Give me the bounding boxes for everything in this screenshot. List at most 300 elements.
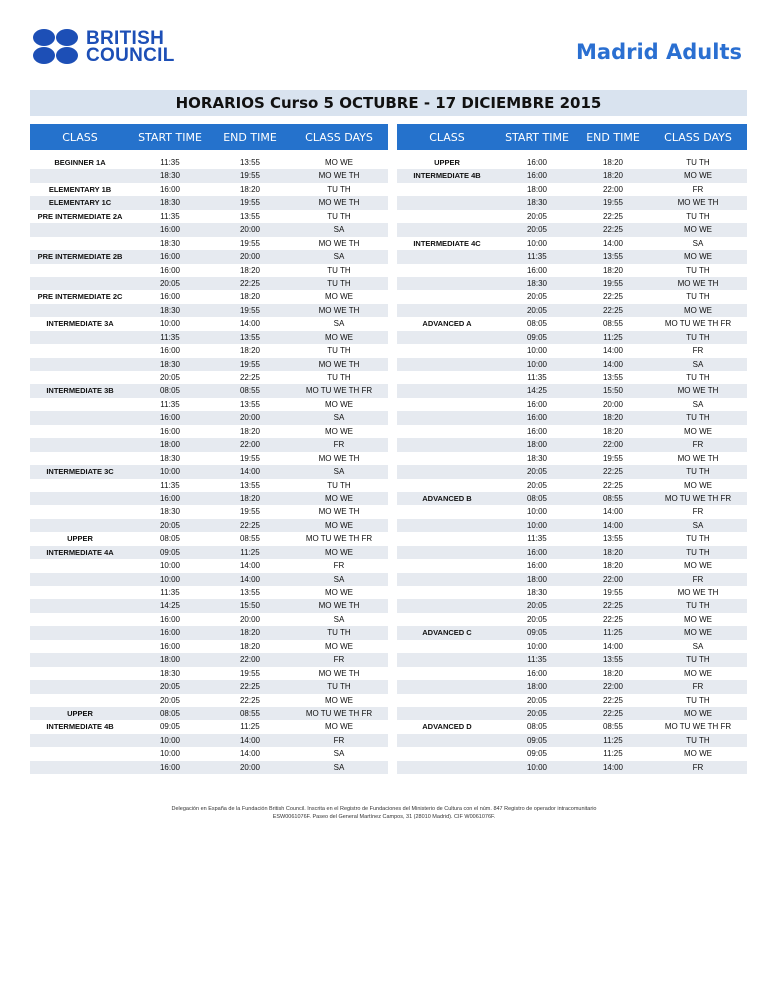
row-class-days: MO WE TH [677,198,719,208]
row-start-time: 10:00 [526,762,548,772]
row-class [397,667,497,680]
table-row [397,492,747,505]
row-class-days: MO WE [684,171,712,181]
row-start-time: 11:35 [160,211,180,221]
row-class-days: SA [333,762,345,772]
row-class-days: TU TH [686,695,710,705]
row-end-time: 11:25 [603,332,623,342]
table-row [30,586,388,599]
row-end-time: 14:00 [602,346,624,356]
row-class-days: TU TH [686,373,710,382]
row-class [30,519,130,532]
row-end-time: 19:55 [239,198,261,208]
row-start-time: 18:30 [526,198,548,208]
header-class-days: CLASS DAYS [305,130,373,144]
row-class-days: FR [692,440,704,450]
row-start-time: 18:30 [526,453,548,463]
row-end-time: 22:25 [602,614,624,624]
row-end-time: 19:55 [602,278,624,288]
row-class-days: MO WE TH [318,171,360,181]
row-class-days: TU TH [686,332,710,342]
row-class [30,358,130,371]
row-end-time: 11:25 [603,628,623,638]
row-end-time: 14:00 [239,467,261,477]
table-row [30,398,388,411]
row-class [397,210,497,223]
table-row [397,626,747,639]
table-row [397,344,747,357]
row-end-time: 11:25 [240,547,260,557]
row-start-time: 11:35 [160,332,180,342]
table-row [397,237,747,250]
row-end-time: 08:55 [602,722,624,732]
table-row [30,358,388,371]
row-end-time: 22:00 [239,440,261,450]
row-class [30,452,130,465]
row-start-time: 18:30 [526,278,548,288]
row-end-time: 18:20 [602,413,624,423]
row-class [397,734,497,747]
header-end-time: END TIME [586,130,640,144]
row-end-time: 22:25 [602,305,624,315]
table-row [30,371,388,384]
table-row [397,452,747,465]
row-start-time: 18:00 [159,655,181,665]
row-class: INTERMEDIATE 4B [413,171,481,181]
row-end-time: 08:55 [602,493,624,503]
row-end-time: 22:25 [602,601,624,611]
row-class [397,277,497,290]
row-start-time: 18:30 [159,668,181,678]
row-end-time: 14:00 [602,238,624,248]
row-class [397,559,497,572]
row-class [397,384,497,397]
table-row [397,667,747,680]
row-end-time: 22:00 [602,184,624,194]
row-class [30,734,130,747]
row-class: ADVANCED A [422,319,472,329]
footer-legal [0,805,768,821]
row-start-time: 08:05 [159,708,181,718]
row-class [397,546,497,559]
row-end-time: 14:00 [239,749,261,759]
row-start-time: 09:05 [159,722,181,732]
row-class [397,640,497,653]
table-row [397,156,747,169]
row-start-time: 08:05 [159,386,181,396]
row-end-time: 22:00 [602,574,624,584]
row-start-time: 09:05 [526,749,548,759]
table-row [397,599,747,612]
row-class-days: MO WE [325,588,353,597]
table-row [397,384,747,397]
row-class-days: SA [692,520,704,530]
row-class-days: TU TH [327,628,351,638]
row-start-time: 16:00 [159,346,181,356]
row-class [30,398,130,411]
row-start-time: 20:05 [526,614,548,624]
row-class [397,465,497,478]
row-start-time: 16:00 [159,252,181,262]
row-class-days: MO TU WE TH FR [305,386,373,396]
row-class-days: MO WE [684,225,712,235]
row-start-time: 16:00 [526,413,548,423]
table-row [30,277,388,290]
row-class-days: FR [692,682,704,692]
row-start-time: 16:00 [159,184,181,194]
row-class: UPPER [434,158,460,167]
row-class-days: TU TH [686,211,710,221]
row-class-days: MO WE [684,749,712,759]
row-end-time: 11:25 [603,735,623,745]
row-end-time: 18:20 [602,171,624,181]
row-class [30,559,130,572]
row-class: INTERMEDIATE 3C [46,467,114,477]
row-start-time: 10:00 [159,561,181,571]
row-start-time: 11:35 [527,534,547,544]
table-row [397,694,747,707]
row-end-time: 20:00 [239,762,261,772]
row-start-time: 20:05 [526,601,548,611]
row-end-time: 18:20 [602,265,624,275]
row-end-time: 08:55 [239,534,261,544]
table-row [30,505,388,518]
table-row [30,384,388,397]
row-end-time: 14:00 [602,507,624,517]
row-end-time: 22:25 [602,211,624,221]
row-end-time: 22:00 [239,655,261,665]
row-class-days: TU TH [327,211,351,221]
row-end-time: 18:20 [602,668,624,678]
row-class-days: TU TH [686,534,710,544]
row-class-days: MO WE [684,708,712,718]
row-start-time: 20:05 [526,305,548,315]
row-start-time: 11:35 [160,399,180,409]
row-start-time: 20:05 [159,373,181,382]
row-class [30,331,130,344]
row-end-time: 18:20 [602,561,624,571]
row-start-time: 11:35 [527,655,547,665]
row-class-days: MO WE [325,547,353,557]
row-class-days: MO WE TH [318,305,360,315]
header-class: CLASS [62,130,98,144]
row-start-time: 20:05 [526,695,548,705]
row-start-time: 16:00 [526,547,548,557]
row-class [397,599,497,612]
header-start-time: START TIME [505,130,569,144]
row-end-time: 20:00 [239,225,261,235]
row-class [397,358,497,371]
row-start-time: 09:05 [526,332,548,342]
row-class-days: MO WE [684,480,712,490]
row-class-days: TU TH [686,655,710,665]
row-start-time: 16:00 [526,561,548,571]
row-start-time: 08:05 [159,534,181,544]
table-row [397,196,747,209]
table-row [30,438,388,451]
row-class-days: MO WE TH [318,238,360,248]
site-title: Madrid Adults [576,40,742,64]
row-class [30,573,130,586]
row-start-time: 18:00 [526,184,548,194]
table-row [30,264,388,277]
row-class-days: MO WE TH [318,601,360,611]
row-start-time: 10:00 [159,735,181,745]
row-end-time: 13:55 [239,211,261,221]
row-class-days: MO TU WE TH FR [305,534,373,544]
table-row [397,223,747,236]
row-class [30,438,130,451]
row-class [30,667,130,680]
row-class: INTERMEDIATE 4C [413,238,481,248]
table-row [397,573,747,586]
row-class-days: TU TH [686,158,710,167]
row-end-time: 22:25 [602,708,624,718]
table-body [397,156,747,774]
row-end-time: 22:25 [239,695,261,705]
row-class-days: MO TU WE TH FR [664,493,732,503]
row-end-time: 19:55 [239,171,261,181]
row-end-time: 19:55 [602,198,624,208]
row-class-days: SA [333,319,345,329]
row-end-time: 18:20 [602,426,624,436]
row-end-time: 19:55 [602,453,624,463]
row-end-time: 18:20 [239,265,261,275]
row-end-time: 18:20 [239,184,261,194]
row-end-time: 13:55 [239,480,261,490]
row-start-time: 18:30 [159,198,181,208]
row-start-time: 16:00 [526,265,548,275]
row-class-days: SA [333,225,345,235]
row-class-days: MO TU WE TH FR [664,722,732,732]
row-class-days: TU TH [686,413,710,423]
table-row [30,599,388,612]
table-row [397,479,747,492]
row-class: INTERMEDIATE 3B [46,386,114,396]
row-class [397,411,497,424]
row-class-days: FR [692,346,704,356]
row-start-time: 18:30 [526,588,548,597]
row-class: UPPER [67,708,93,718]
row-class [397,331,497,344]
header-class: CLASS [429,130,465,144]
row-end-time: 08:55 [602,319,624,329]
row-start-time: 20:05 [526,292,548,302]
row-end-time: 18:20 [239,493,261,503]
row-class [397,398,497,411]
row-end-time: 13:55 [239,332,261,342]
table-row [30,573,388,586]
row-class [30,694,130,707]
row-start-time: 16:00 [526,668,548,678]
row-start-time: 16:00 [159,641,181,651]
row-class-days: MO WE [325,426,353,436]
row-start-time: 16:00 [159,426,181,436]
table-row [397,586,747,599]
row-start-time: 10:00 [526,238,548,248]
row-class-days: FR [692,507,704,517]
row-class [30,479,130,492]
row-class [397,196,497,209]
row-class-days: FR [692,184,704,194]
row-class [397,761,497,774]
row-start-time: 20:05 [159,520,181,530]
row-end-time: 15:50 [602,386,624,396]
table-row [397,358,747,371]
row-class [397,438,497,451]
row-class [397,452,497,465]
row-class: ELEMENTARY 1C [48,198,112,208]
table-row [397,519,747,532]
row-start-time: 20:05 [526,225,548,235]
row-class-days: TU TH [686,292,710,302]
row-class: INTERMEDIATE 3A [46,319,114,329]
row-start-time: 20:05 [526,211,548,221]
table-row [397,183,747,196]
row-class-days: TU TH [686,265,710,275]
row-class [30,653,130,666]
table-row [30,223,388,236]
table-row [30,317,388,330]
table-row [30,694,388,707]
table-row [397,734,747,747]
row-class-days: TU TH [686,467,710,477]
row-class-days: MO WE TH [677,588,719,597]
row-class-days: MO TU WE TH FR [664,319,732,329]
row-class [397,694,497,707]
table-row [30,707,388,720]
row-end-time: 22:25 [239,682,261,692]
row-end-time: 18:20 [239,292,261,302]
table-row [397,210,747,223]
row-class-days: MO WE [325,641,353,651]
table-row [397,425,747,438]
table-row [30,411,388,424]
table-row [30,183,388,196]
table-row [397,761,747,774]
row-end-time: 11:25 [240,722,260,732]
row-class [30,425,130,438]
row-class [30,223,130,236]
table-row [30,210,388,223]
table-row [397,613,747,626]
row-end-time: 22:25 [602,292,624,302]
row-start-time: 16:00 [159,413,181,423]
row-class [30,264,130,277]
row-class [30,169,130,182]
row-start-time: 16:00 [159,225,181,235]
row-class-days: MO WE [325,695,353,705]
row-end-time: 13:55 [239,399,261,409]
row-start-time: 18:30 [159,359,181,369]
row-class [30,492,130,505]
row-class-days: TU TH [686,735,710,745]
row-class: INTERMEDIATE 4B [46,722,114,732]
row-start-time: 16:00 [159,493,181,503]
table-row [30,667,388,680]
table-row [30,747,388,760]
table-row [30,304,388,317]
row-class-days: MO WE [684,668,712,678]
row-start-time: 11:35 [160,480,180,490]
row-start-time: 11:35 [160,588,180,597]
row-end-time: 18:20 [602,547,624,557]
page-title: HORARIOS Curso 5 OCTUBRE - 17 DICIEMBRE 2015 [30,90,747,116]
row-end-time: 14:00 [602,520,624,530]
row-class-days: MO WE [325,292,353,302]
row-start-time: 16:00 [526,426,548,436]
header-class-days: CLASS DAYS [664,130,732,144]
row-end-time: 13:55 [602,252,624,262]
row-start-time: 18:30 [159,238,181,248]
row-class-days: MO WE TH [318,359,360,369]
row-class-days: MO WE TH [318,198,360,208]
row-class-days: TU TH [327,682,351,692]
row-class-days: FR [333,440,345,450]
row-class-days: MO WE TH [677,278,719,288]
row-start-time: 10:00 [159,467,181,477]
row-end-time: 22:00 [602,440,624,450]
row-class-days: TU TH [327,480,351,490]
row-start-time: 14:25 [159,601,181,611]
row-class [397,519,497,532]
row-end-time: 13:55 [602,373,624,382]
row-start-time: 16:00 [159,265,181,275]
row-class-days: MO WE [684,252,712,262]
row-start-time: 16:00 [526,158,548,167]
row-end-time: 22:00 [602,682,624,692]
row-class [397,532,497,545]
row-class-days: SA [333,467,345,477]
table-row [30,720,388,733]
table-row [30,465,388,478]
row-start-time: 11:35 [527,373,547,382]
row-start-time: 18:30 [159,171,181,181]
table-row [30,532,388,545]
table-header [397,124,747,150]
table-row [30,546,388,559]
row-start-time: 10:00 [526,359,548,369]
table-row [30,653,388,666]
row-class [30,304,130,317]
row-class [397,586,497,599]
row-end-time: 19:55 [239,507,261,517]
table-row [30,290,388,303]
row-end-time: 20:00 [239,252,261,262]
row-end-time: 14:00 [239,574,261,584]
table-row [30,761,388,774]
table-row [30,250,388,263]
table-row [397,546,747,559]
row-end-time: 22:25 [239,278,261,288]
row-class-days: SA [333,413,345,423]
row-end-time: 22:25 [239,373,261,382]
row-class [397,707,497,720]
row-class [397,223,497,236]
row-class: ELEMENTARY 1B [48,184,112,194]
table-row [397,653,747,666]
logo-wordmark [86,27,175,66]
table-row [30,519,388,532]
row-start-time: 20:05 [526,467,548,477]
table-header [30,124,388,150]
row-start-time: 10:00 [159,574,181,584]
row-class-days: SA [333,252,345,262]
row-end-time: 18:20 [239,346,261,356]
row-end-time: 14:00 [239,735,261,745]
row-class-days: MO WE [325,399,353,409]
row-class-days: MO WE [325,332,353,342]
